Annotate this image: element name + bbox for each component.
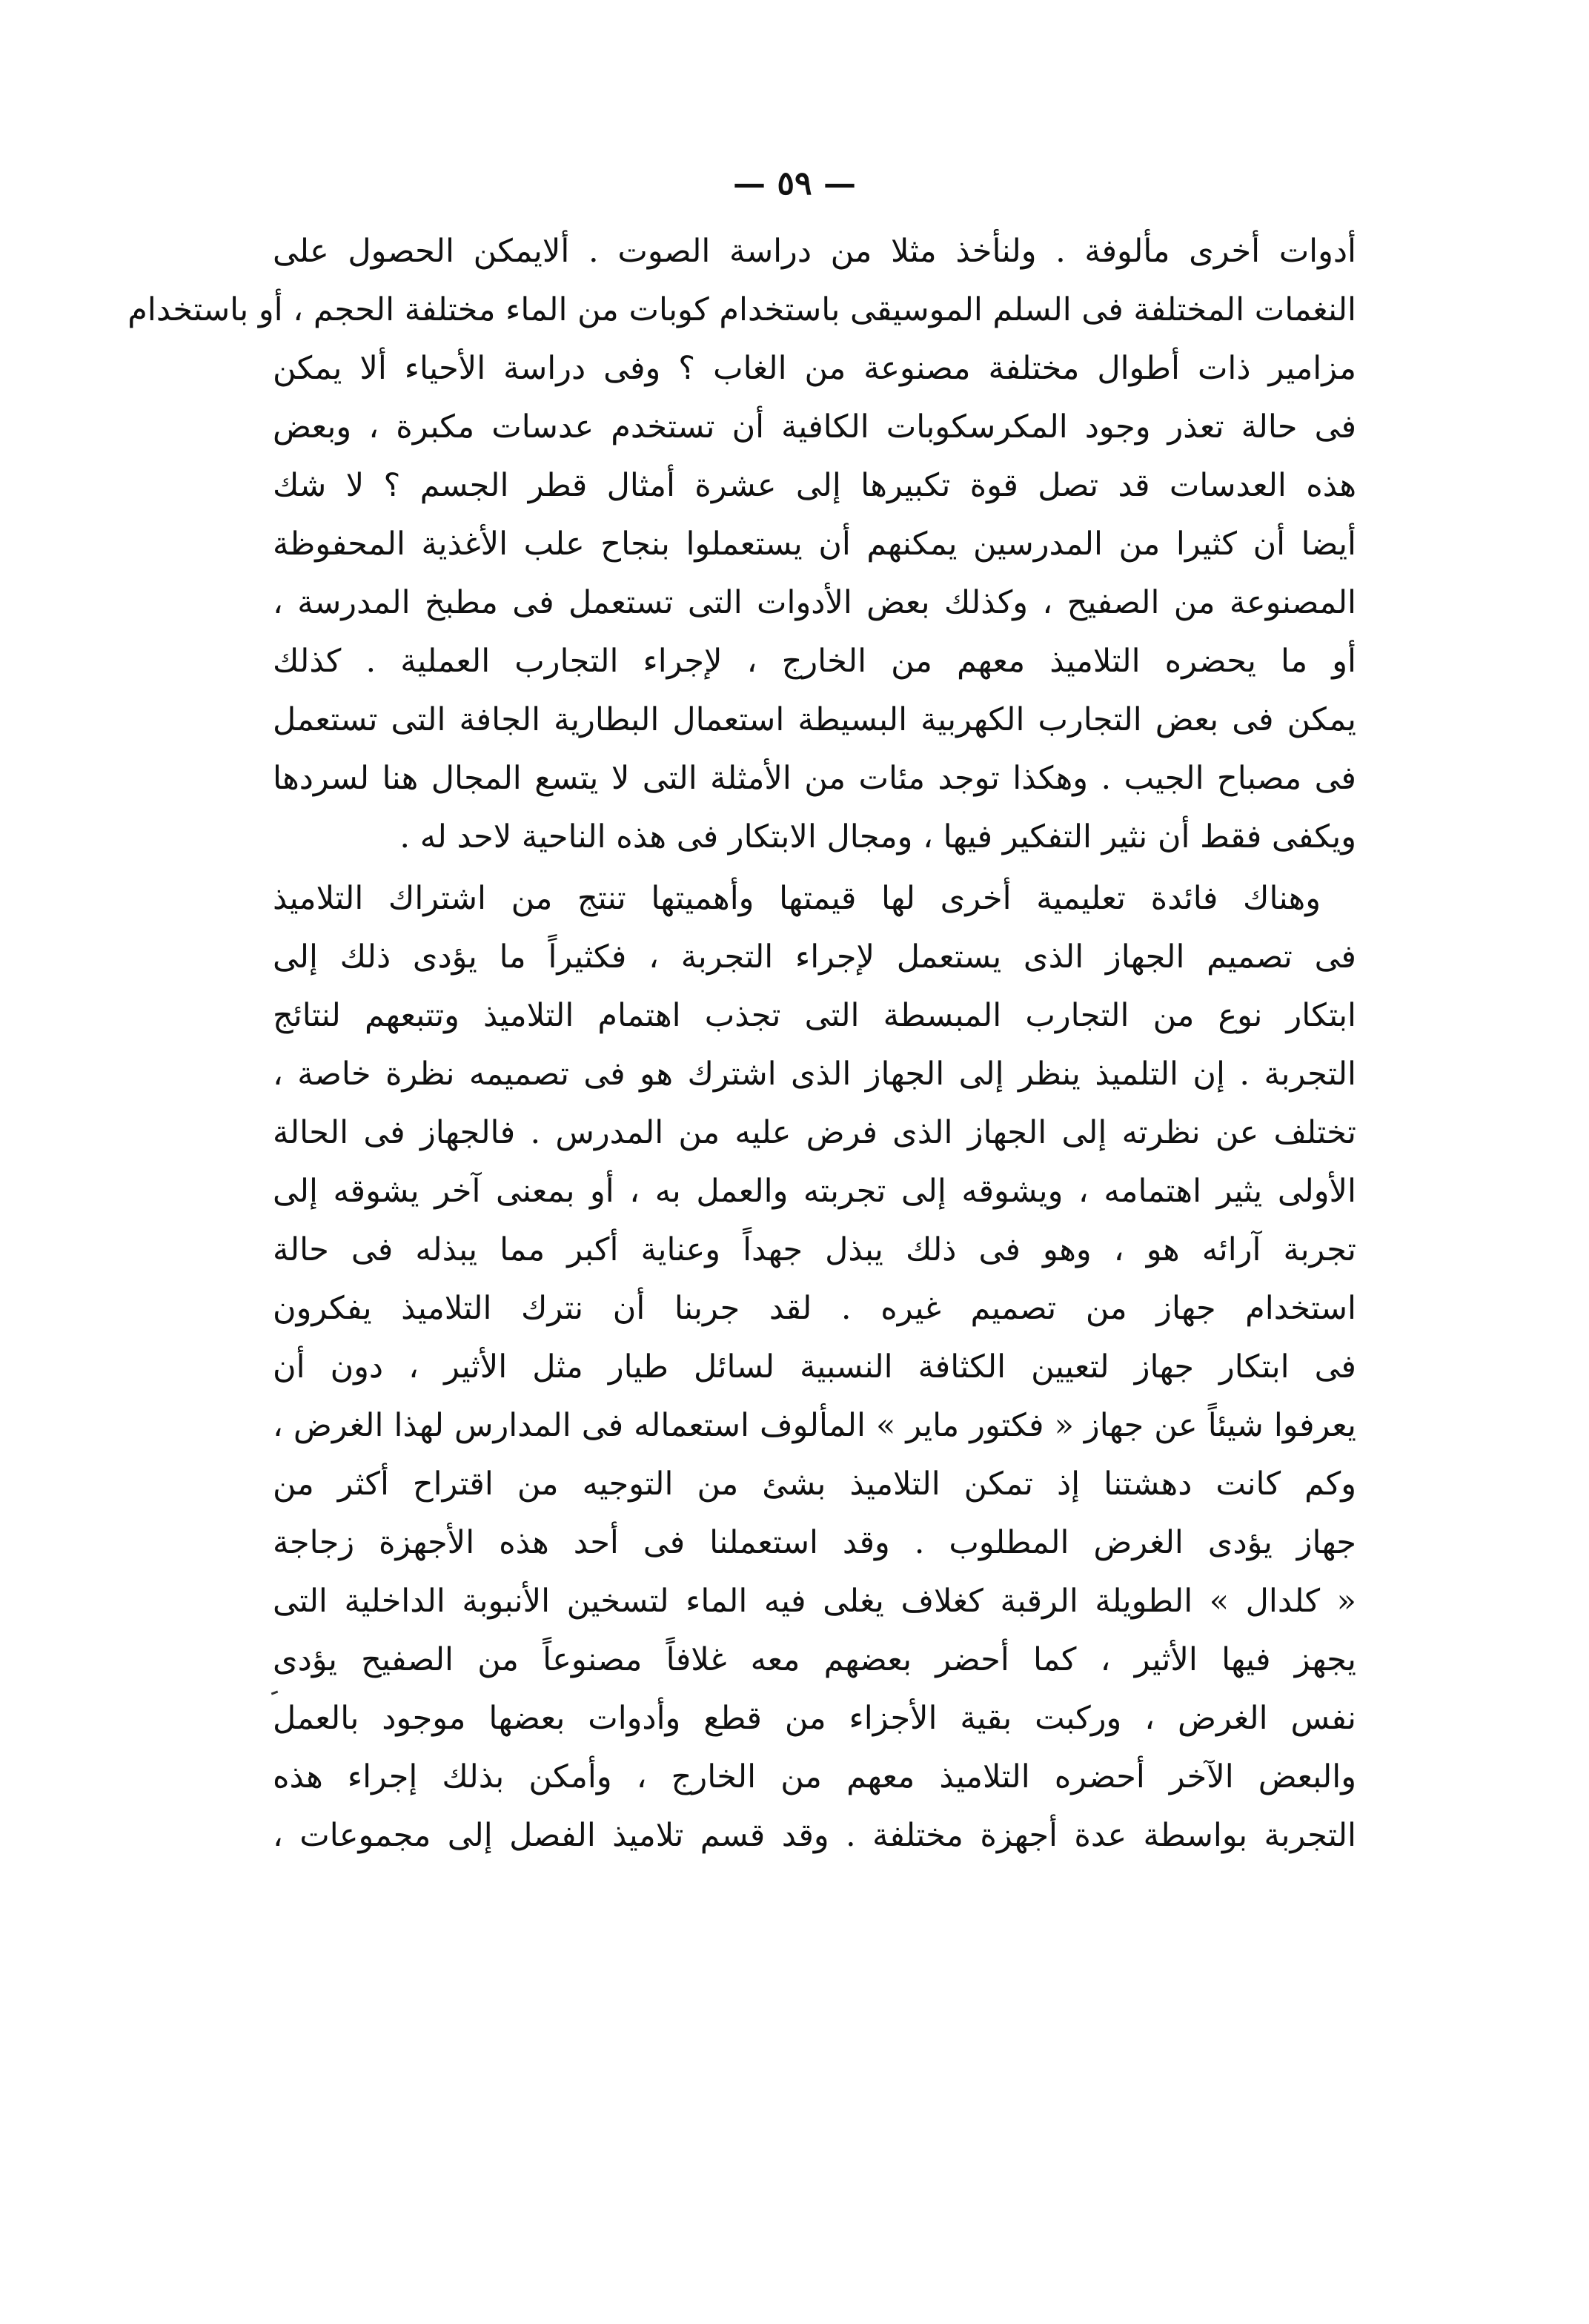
text-line: المصنوعة من الصفيح ، وكذلك بعض الأدوات التى تستعمل فى مطبخ المدرسة ، — [273, 584, 1356, 621]
text-line: أو ما يحضره التلاميذ معهم من الخارج ، لإجراء التجارب العملية . كذلك — [273, 643, 1356, 680]
paragraph-1 — [127, 222, 1356, 867]
text-line: ويكفى فقط أن نثير التفكير فيها ، ومجال الابتكار فى هذه الناحية لاحد له . — [399, 818, 1356, 855]
text-line: مزامير ذات أطوال مختلفة مصنوعة من الغاب ؟ وفى دراسة الأحياء ألا يمكن — [273, 350, 1356, 387]
text-line: أيضا أن كثيرا من المدرسين يمكنهم أن يستعملوا بنجاح علب الأغذية المحفوظة — [273, 526, 1356, 563]
text-line: والبعض الآخر أحضره التلاميذ معهم من الخارج ، وأمكن بذلك إجراء هذه — [273, 1758, 1356, 1795]
text-line: التجربة بواسطة عدة أجهزة مختلفة . وقد قسم تلاميذ الفصل إلى مجموعات ، — [273, 1817, 1356, 1854]
text-line: يعرفوا شيئاً عن جهاز « فكتور ماير » المألوف استعماله فى المدارس لهذا الغرض ، — [273, 1407, 1356, 1444]
text-line: النغمات المختلفة فى السلم الموسيقى باستخدام كوبات من الماء مختلفة الحجم ، أو باستخدام — [127, 291, 1356, 328]
text-line: تجربة آرائه هو ، وهو فى ذلك يبذل جهداً وعناية أكبر مما يبذله فى حالة — [273, 1231, 1356, 1268]
text-line: فى ابتكار جهاز لتعيين الكثافة النسبية لسائل طيار مثل الأثير ، دون أن — [273, 1348, 1356, 1386]
text-line: التجربة . إن التلميذ ينظر إلى الجهاز الذى اشترك هو فى تصميمه نظرة خاصة ، — [273, 1056, 1356, 1093]
text-line: تختلف عن نظرته إلى الجهاز الذى فرض عليه من المدرس . فالجهاز فى الحالة — [273, 1114, 1356, 1151]
text-line: فى تصميم الجهاز الذى يستعمل لإجراء التجربة ، فكثيراً ما يؤدى ذلك إلى — [273, 938, 1356, 976]
text-line: فى حالة تعذر وجود المكرسكوبات الكافية أن تستخدم عدسات مكبرة ، وبعض — [273, 408, 1356, 446]
text-line: أدوات أخرى مألوفة . ولنأخذ مثلا من دراسة الصوت . ألايمكن الحصول على — [273, 233, 1356, 270]
text-line: يمكن فى بعض التجارب الكهربية البسيطة استعمال البطارية الجافة التى تستعمل — [273, 701, 1356, 738]
text-line: نفس الغرض ، وركبت بقية الأجزاء من قطع وأدوات بعضها موجود بالعمل — [273, 1700, 1356, 1737]
text-line: ابتكار نوع من التجارب المبسطة التى تجذب اهتمام التلاميذ وتتبعهم لنتائج — [273, 997, 1356, 1034]
text-line: « كلدال » الطويلة الرقبة كغلاف يغلى فيه الماء لتسخين الأنبوبة الداخلية التى — [273, 1583, 1356, 1620]
text-line: وكم كانت دهشتنا إذ تمكن التلاميذ بشئ من التوجيه من اقتراح أكثر من — [273, 1466, 1356, 1503]
body-text — [127, 222, 1356, 1865]
page-number: — ٥٩ — — [733, 165, 856, 202]
text-line: استخدام جهاز من تصميم غيره . لقد جربنا أن نترك التلاميذ يفكرون — [273, 1290, 1356, 1327]
text-line: فى مصباح الجيب . وهكذا توجد مئات من الأمثلة التى لا يتسع المجال هنا لسردها — [273, 760, 1356, 797]
text-line: وهناك فائدة تعليمية أخرى لها قيمتها وأهميتها تنتج من اشتراك التلاميذ — [273, 880, 1321, 917]
text-line: يجهز فيها الأثير ، كما أحضر بعضهم معه غلافاً مصنوعاً من الصفيح يؤدى — [273, 1641, 1356, 1678]
paragraph-2 — [273, 870, 1356, 1865]
text-line: هذه العدسات قد تصل قوة تكبيرها إلى عشرة أمثال قطر الجسم ؟ لا شك — [273, 467, 1356, 504]
text-line: جهاز يؤدى الغرض المطلوب . وقد استعملنا فى أحد هذه الأجهزة زجاجة — [273, 1524, 1356, 1561]
text-line: الأولى يثير اهتمامه ، ويشوقه إلى تجربته والعمل به ، أو بمعنى آخر يشوقه إلى — [273, 1173, 1356, 1210]
